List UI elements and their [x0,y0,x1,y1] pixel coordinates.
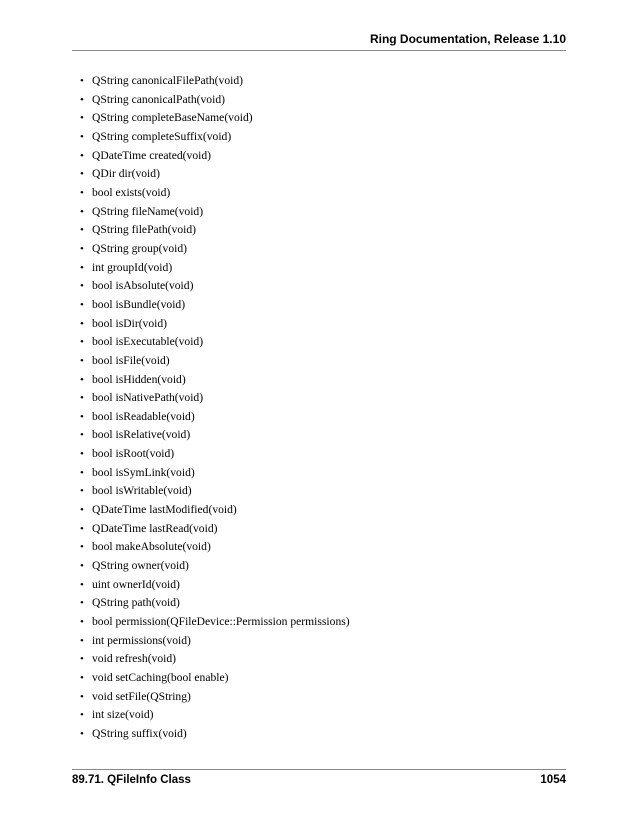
list-item [72,726,566,745]
bullet-icon: • [80,149,84,162]
list-item [72,185,566,204]
bullet-icon: • [80,130,84,143]
bullet-icon: • [80,261,84,274]
list-item [72,260,566,279]
list-item [72,353,566,372]
bullet-icon: • [80,578,84,591]
bullet-icon: • [80,448,84,461]
method-signature: int permissions(void) [92,633,191,647]
method-signature: bool isNativePath(void) [92,391,204,405]
method-signature: bool makeAbsolute(void) [92,540,211,554]
bullet-icon: • [80,168,84,181]
list-item [72,110,566,129]
method-signature: void refresh(void) [92,652,177,666]
header-divider [72,50,566,51]
method-signature: bool isReadable(void) [92,409,195,423]
list-item [72,316,566,335]
list-item [72,166,566,185]
bullet-icon: • [80,93,84,106]
bullet-icon: • [80,392,84,405]
method-signature: bool isDir(void) [92,316,168,330]
list-item [72,465,566,484]
method-signature: QString fileName(void) [92,204,204,218]
method-signature: int size(void) [92,708,154,722]
page-header [72,31,566,49]
page-number: 1054 [540,774,566,786]
bullet-icon: • [80,298,84,311]
method-signature: QString path(void) [92,596,180,610]
method-signature: bool isAbsolute(void) [92,279,194,293]
bullet-icon: • [80,597,84,610]
list-item [72,222,566,241]
list-item [72,372,566,391]
list-item [72,92,566,111]
list-item [72,73,566,92]
bullet-icon: • [80,616,84,629]
document-title: Ring Documentation, Release 1.10 [369,32,566,46]
list-item [72,670,566,689]
method-signature: QDateTime created(void) [92,148,212,162]
section-title: 89.71. QFileInfo Class [72,774,191,786]
list-item [72,707,566,726]
method-signature: bool isSymLink(void) [92,465,195,479]
bullet-icon: • [80,522,84,535]
list-item [72,483,566,502]
method-signature: QString completeBaseName(void) [92,111,253,125]
method-list [72,73,566,745]
list-item [72,334,566,353]
method-signature: bool permission(QFileDevice::Permission permissions) [92,615,350,629]
list-item [72,446,566,465]
bullet-icon: • [80,373,84,386]
bullet-icon: • [80,709,84,722]
bullet-icon: • [80,672,84,684]
method-signature: uint ownerId(void) [92,577,180,591]
bullet-icon: • [80,466,84,479]
method-signature: QString canonicalPath(void) [92,92,225,106]
method-signature: QString canonicalFilePath(void) [92,74,244,87]
bullet-icon: • [80,485,84,498]
method-signature: QDir dir(void) [92,167,160,181]
method-signature: bool exists(void) [92,185,171,199]
bullet-icon: • [80,205,84,218]
bullet-icon: • [80,653,84,666]
bullet-icon: • [80,690,84,703]
list-item [72,148,566,167]
bullet-icon: • [80,541,84,554]
bullet-icon: • [80,317,84,330]
bullet-icon: • [80,186,84,199]
method-signature: QDateTime lastModified(void) [92,503,237,517]
bullet-icon: • [80,504,84,517]
list-item [72,521,566,540]
list-item [72,390,566,409]
list-item [72,204,566,223]
bullet-icon: • [80,634,84,647]
list-item [72,614,566,633]
bullet-icon: • [80,75,84,87]
list-item [72,502,566,521]
list-item [72,651,566,670]
bullet-icon: • [80,560,84,573]
list-item [72,539,566,558]
method-signature: bool isRelative(void) [92,428,191,442]
method-signature: QString owner(void) [92,559,189,573]
method-signature: bool isBundle(void) [92,297,186,311]
bullet-icon: • [80,112,84,125]
list-item [72,241,566,260]
list-item [72,577,566,596]
list-item [72,427,566,446]
list-item [72,409,566,428]
method-signature: int groupId(void) [92,260,173,274]
method-signature: QString group(void) [92,241,187,255]
footer-divider [72,769,566,770]
list-item [72,558,566,577]
bullet-icon: • [80,242,84,255]
list-item [72,129,566,148]
method-signature: bool isFile(void) [92,353,170,367]
list-item [72,689,566,708]
method-signature: QString suffix(void) [92,726,187,740]
list-item [72,633,566,652]
method-signature: bool isHidden(void) [92,372,186,386]
bullet-icon: • [80,410,84,423]
bullet-icon: • [80,354,84,367]
method-signature: QDateTime lastRead(void) [92,521,218,535]
method-signature: QString filePath(void) [92,223,197,237]
method-signature: bool isRoot(void) [92,447,175,461]
method-signature: bool isWritable(void) [92,484,192,498]
method-signature: void setCaching(bool enable) [92,671,229,684]
bullet-icon: • [80,224,84,237]
page-footer [72,772,566,788]
list-item [72,297,566,316]
bullet-icon: • [80,280,84,293]
method-signature: void setFile(QString) [92,689,191,703]
bullet-icon: • [80,727,84,740]
list-item [72,595,566,614]
list-item [72,278,566,297]
bullet-icon: • [80,429,84,442]
bullet-icon: • [80,336,84,349]
method-signature: bool isExecutable(void) [92,335,204,349]
method-signature: QString completeSuffix(void) [92,129,232,143]
